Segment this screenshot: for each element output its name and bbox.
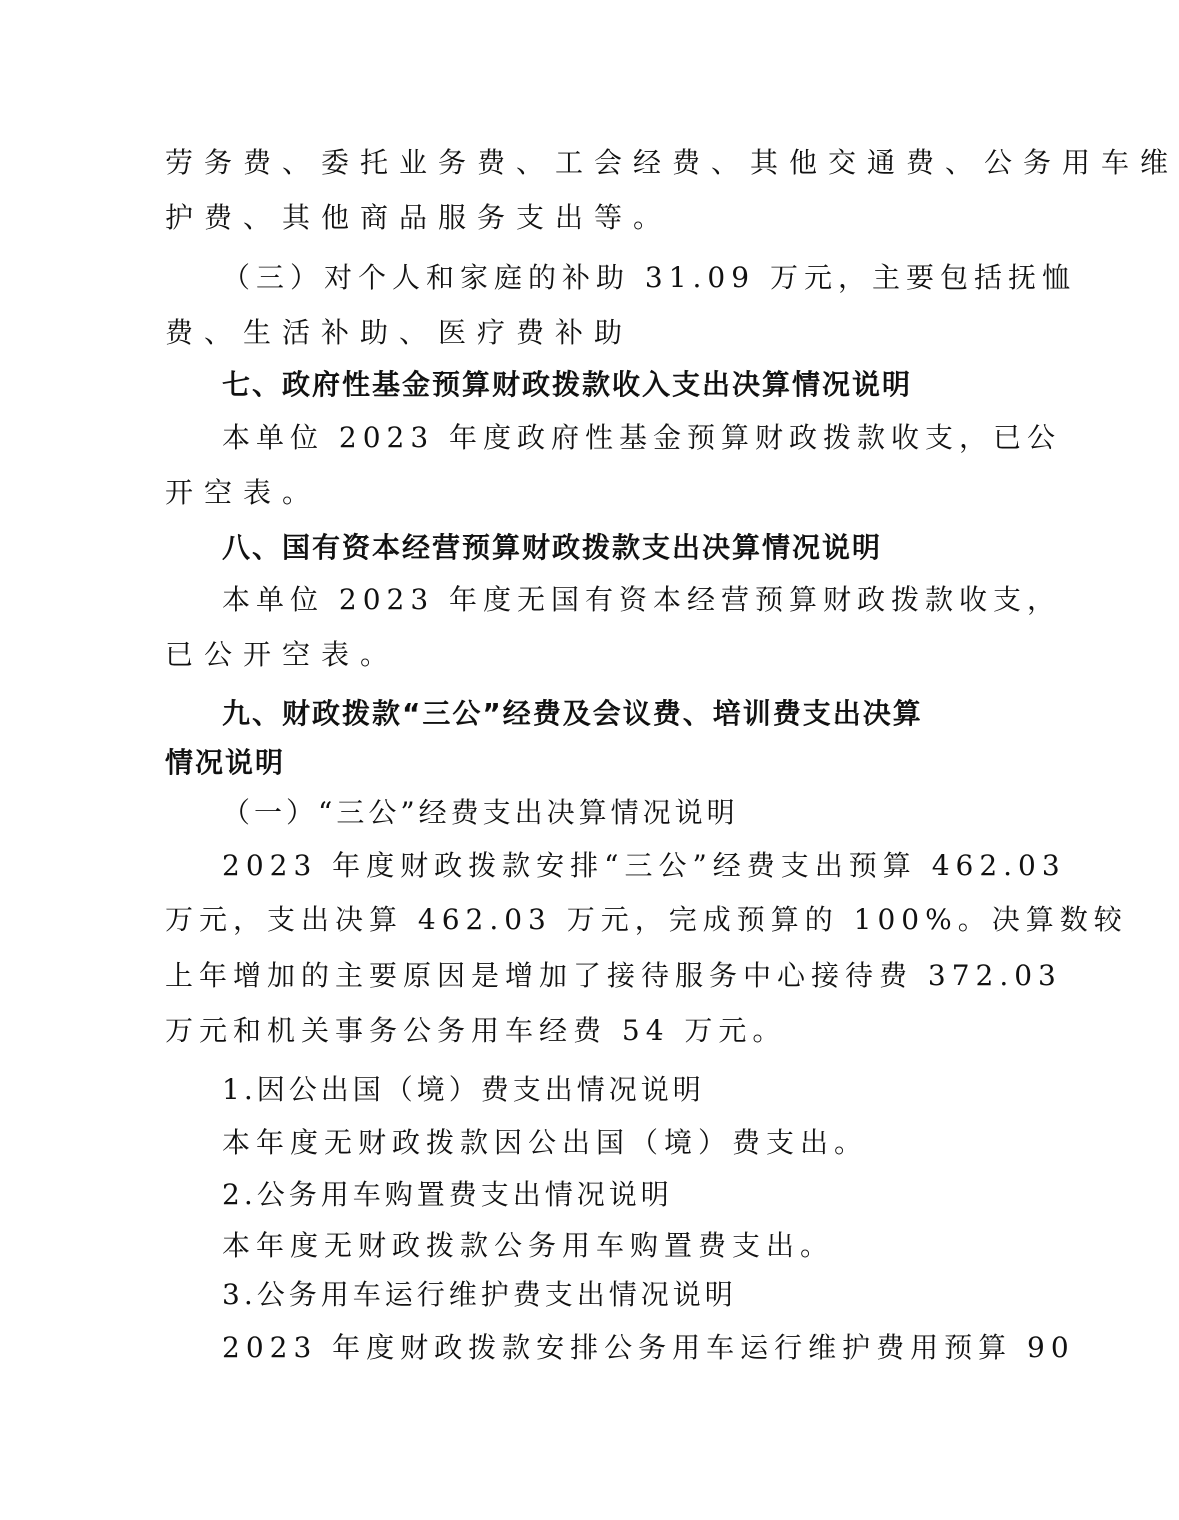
body-text-line: 开空表。 [165,476,322,509]
subsection-heading: （一）“三公”经费支出决算情况说明 [222,796,739,829]
body-text-line: 本年度无财政拨款因公出国（境）费支出。 [222,1126,869,1159]
body-text-line: 万元，支出决算 462.03 万元，完成预算的 100%。决算数较 [165,903,1128,936]
section-heading-7: 七、政府性基金预算财政拨款收入支出决算情况说明 [222,368,913,401]
item-heading-2: 2.公务用车购置费支出情况说明 [222,1178,673,1211]
body-text-line: 2023 年度财政拨款安排公务用车运行维护费用预算 90 [222,1331,1075,1364]
item-heading-3: 3.公务用车运行维护费支出情况说明 [222,1278,737,1311]
body-text-line: 本年度无财政拨款公务用车购置费支出。 [222,1229,835,1262]
section-heading-9-cont: 情况说明 [165,746,286,779]
body-text-line: 2023 年度财政拨款安排“三公”经费支出预算 462.03 [222,849,1066,882]
section-heading-8: 八、国有资本经营预算财政拨款支出决算情况说明 [222,531,883,564]
body-text-line: （三）对个人和家庭的补助 31.09 万元，主要包括抚恤 [222,261,1076,294]
body-text-line: 本单位 2023 年度无国有资本经营预算财政拨款收支， [222,583,1062,616]
body-text-line: 上年增加的主要原因是增加了接待服务中心接待费 372.03 [165,959,1062,992]
body-text-line: 本单位 2023 年度政府性基金预算财政拨款收支，已公 [222,421,1062,454]
item-heading-1: 1.因公出国（境）费支出情况说明 [222,1073,705,1106]
body-text-line: 费、生活补助、医疗费补助 [165,316,634,349]
body-text-line: 万元和机关事务公务用车经费 54 万元。 [165,1014,787,1047]
body-text-line: 劳务费、委托业务费、工会经费、其他交通费、公务用车维 [165,146,1179,179]
section-heading-9: 九、财政拨款“三公”经费及会议费、培训费支出决算 [222,697,923,730]
body-text-line: 护费、其他商品服务支出等。 [165,201,673,234]
body-text-line: 已公开空表。 [165,638,400,671]
